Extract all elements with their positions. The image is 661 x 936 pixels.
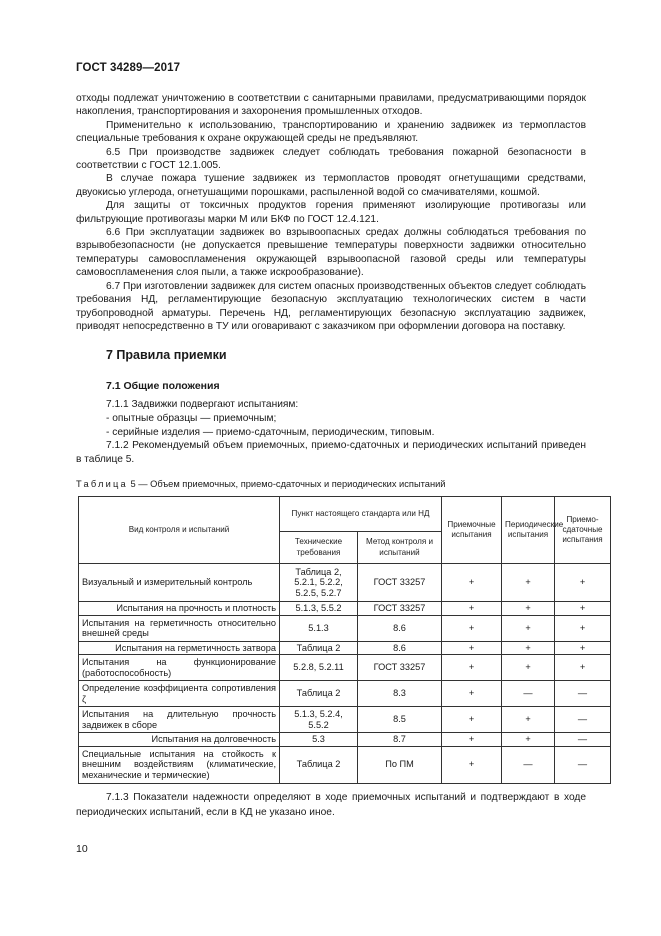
table-row (79, 615, 611, 641)
table-row (79, 746, 611, 783)
cell-req: Таблица 2, 5.2.1, 5.2.2, 5.2.5, 5.2.7 (280, 564, 358, 602)
table-caption-prefix: Таблица (76, 479, 128, 489)
header-clause-group: Пункт настоящего стандарта или НД (280, 497, 442, 532)
cell-acceptance: + (442, 681, 502, 707)
paragraph: 6.5 При производстве задвижек следует соблюдать требования пожарной безопасности в соответствии с ГОСТ 12.1.005. (76, 146, 586, 172)
cell-periodic: + (502, 707, 555, 733)
cell-method: 8.6 (358, 641, 442, 655)
cell-req: 5.3 (280, 733, 358, 747)
subsection-heading: 7.1 Общие положения (106, 380, 220, 392)
list-item: - серийные изделия — приемо-сдаточным, периодическим, типовым. (106, 426, 435, 438)
cell-name: Испытания на герметичность относительно внешней среды (79, 615, 280, 641)
table-caption-text: — Объем приемочных, приемо-сдаточных и периодических испытаний (138, 479, 446, 489)
header-handover: Приемо-сдаточные испытания (555, 497, 611, 564)
header-method: Метод контроля и испытаний (358, 532, 442, 564)
table-caption (76, 479, 445, 489)
cell-acceptance: + (442, 733, 502, 747)
cell-name: Визуальный и измерительный контроль (79, 564, 280, 602)
cell-name: Определение коэффициента сопротивления ζ (79, 681, 280, 707)
cell-periodic: + (502, 564, 555, 602)
cell-periodic: + (502, 615, 555, 641)
header-acceptance: Приемочные испытания (442, 497, 502, 564)
cell-handover: — (555, 681, 611, 707)
cell-method: ГОСТ 33257 (358, 564, 442, 602)
cell-method: 8.5 (358, 707, 442, 733)
header-tech-req: Технические требования (280, 532, 358, 564)
cell-method: 8.3 (358, 681, 442, 707)
paragraph: 7.1.3 Показатели надежности определяют в ходе приемочных испытаний и подтверждают в ходе периодических испытаний, если в КД не указано иное. (76, 792, 586, 818)
cell-method: По ПМ (358, 746, 442, 783)
table-row (79, 707, 611, 733)
table-row (79, 641, 611, 655)
cell-handover: — (555, 733, 611, 747)
table-row (79, 681, 611, 707)
cell-name: Испытания на герметичность затвора (79, 641, 280, 655)
section713-text (76, 791, 586, 820)
cell-req: Таблица 2 (280, 746, 358, 783)
section-heading: 7 Правила приемки (106, 348, 227, 362)
section71-text (76, 398, 586, 467)
table-row (79, 602, 611, 616)
paragraph: 6.6 При эксплуатации задвижек во взрывоопасных средах должны соблюдаться требования по взрывобезопасности (не допускается превышение температуры поверхности задвижки относительно температуры самовоспламенения окружающей взрывоопасной газовой среды или температуры самовоспламенения слоя пыли, а также искрообразование). (76, 227, 586, 279)
cell-periodic: + (502, 655, 555, 681)
cell-periodic: + (502, 641, 555, 655)
cell-handover: + (555, 641, 611, 655)
cell-acceptance: + (442, 655, 502, 681)
cell-acceptance: + (442, 746, 502, 783)
cell-acceptance: + (442, 641, 502, 655)
cell-method: 8.7 (358, 733, 442, 747)
cell-name: Испытания на долговечность (79, 733, 280, 747)
cell-method: 8.6 (358, 615, 442, 641)
cell-method: ГОСТ 33257 (358, 602, 442, 616)
cell-name: Испытания на прочность и плотность (79, 602, 280, 616)
cell-periodic: — (502, 746, 555, 783)
tests-table (78, 496, 611, 784)
page-number: 10 (76, 843, 88, 855)
cell-handover: — (555, 707, 611, 733)
cell-name: Испытания на функционирование (работоспособность) (79, 655, 280, 681)
header-periodic: Периодические испытания (502, 497, 555, 564)
list-item: - опытные образцы — приемочным; (106, 412, 277, 424)
cell-handover: + (555, 564, 611, 602)
cell-acceptance: + (442, 602, 502, 616)
cell-req: Таблица 2 (280, 641, 358, 655)
cell-req: 5.1.3, 5.2.4, 5.5.2 (280, 707, 358, 733)
cell-acceptance: + (442, 564, 502, 602)
paragraph: В случае пожара тушение задвижек из термопластов проводят огнетушащими средствами, двуокисью углерода, огнетушащими порошками, распыленной водой со смачивателями, кошмой. (76, 173, 586, 198)
paragraph: Для защиты от токсичных продуктов горения применяют изолирующие противогазы или фильтрующие противогазы марки М или БКФ по ГОСТ 12.4.121. (76, 200, 586, 225)
table-row (79, 655, 611, 681)
header-kind: Вид контроля и испытаний (79, 497, 280, 564)
paragraph: отходы подлежат уничтожению в соответствии с санитарными правилами, предусматривающими порядок накопления, транспортирования и захоронения промышленных отходов. (76, 93, 586, 118)
cell-req: Таблица 2 (280, 681, 358, 707)
cell-periodic: — (502, 681, 555, 707)
document-header: ГОСТ 34289—2017 (76, 62, 181, 74)
cell-method: ГОСТ 33257 (358, 655, 442, 681)
cell-periodic: + (502, 602, 555, 616)
cell-acceptance: + (442, 615, 502, 641)
cell-handover: + (555, 602, 611, 616)
cell-handover: + (555, 655, 611, 681)
cell-name: Испытания на длительную прочность задвижек в сборе (79, 707, 280, 733)
cell-req: 5.2.8, 5.2.11 (280, 655, 358, 681)
cell-name: Специальные испытания на стойкость к внешним воздействиям (климатические, механические и термические) (79, 746, 280, 783)
paragraph: 7.1.1 Задвижки подвергают испытаниям: (106, 399, 299, 410)
table-row (79, 564, 611, 602)
cell-handover: — (555, 746, 611, 783)
table-row (79, 733, 611, 747)
paragraph: 6.7 При изготовлении задвижек для систем опасных производственных объектов следует соблюдать требования НД, регламентирующие безопасную эксплуатацию технологических систем в части трубопроводной арматуры. Перечень НД, регламентирующих безопасную эксплуатацию задвижек, приводят непосредственно в ТУ или оговаривают с заказчиком при оформлении договора на поставку. (76, 280, 586, 332)
paragraph: 7.1.2 Рекомендуемый объем приемочных, приемо-сдаточных и периодических испытаний приведен в таблице 5. (76, 440, 586, 466)
cell-req: 5.1.3, 5.5.2 (280, 602, 358, 616)
cell-req: 5.1.3 (280, 615, 358, 641)
cell-acceptance: + (442, 707, 502, 733)
paragraph: Применительно к использованию, транспортированию и хранению задвижек из термопластов специальные требования к охране окружающей среды не предъявляют. (76, 119, 586, 145)
cell-handover: + (555, 615, 611, 641)
cell-periodic: + (502, 733, 555, 747)
table-caption-number: 5 (130, 479, 136, 489)
section6-text (76, 92, 586, 333)
